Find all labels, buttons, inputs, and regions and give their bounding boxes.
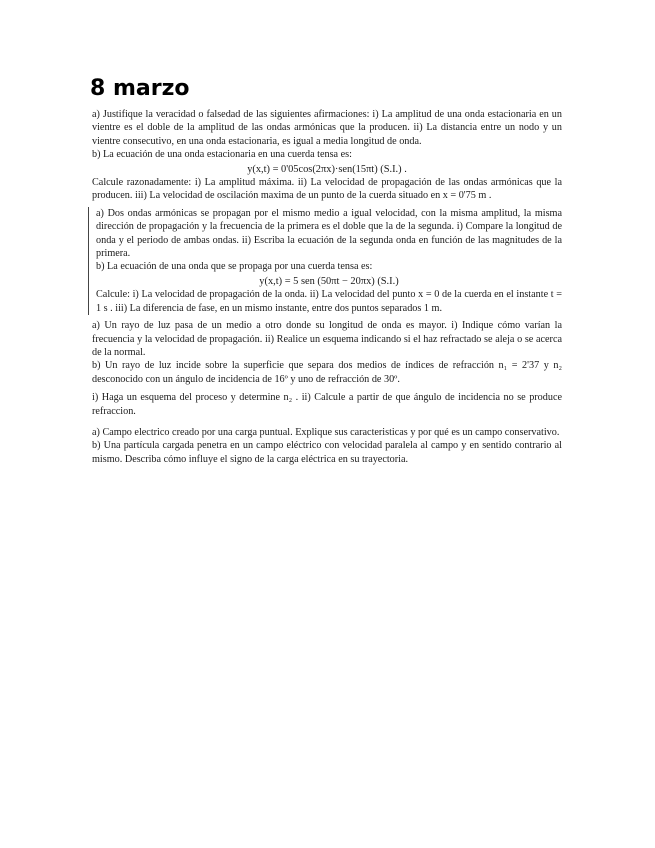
- question-4-part-b: b) Una partícula cargada penetra en un campo eléctrico con velocidad paralela al campo y en sentido contrario al mismo. Describa cómo influye el signo de la carga eléctrica en su trayectoria.: [92, 440, 562, 465]
- document-body: [92, 108, 562, 466]
- question-1-part-b-intro: b) La ecuación de una onda estacionaria en una cuerda tensa es:: [92, 149, 352, 161]
- question-3-part-b: b) Un rayo de luz incide sobre la superficie que separa dos medios de índices de refracción n₁ = 2'37 y n₂ desconocido con un ángulo de incidencia de 16º y uno de refracción de 30º.: [92, 360, 562, 385]
- question-4: [92, 426, 562, 466]
- question-1-equation: y(x,t) = 0'05cos(2πx)·sen(15πt) (S.I.) .: [247, 163, 407, 175]
- question-1-part-a: a) Justifique la veracidad o falsedad de las siguientes afirmaciones: i) La amplitud de una onda estacionaria en un vientre es el doble de la amplitud de las ondas armónicas que la producen. ii) La distancia entre un nodo y un vientre consecutivo, en una onda estacionaria, es igual a media longitud de onda.: [92, 109, 562, 147]
- page-title: 8 marzo: [90, 76, 190, 101]
- question-4-part-a: a) Campo electrico creado por una carga puntual. Explique sus caracteristicas y por qué es un campo conservativo.: [92, 426, 560, 438]
- question-2-equation: y(x,t) = 5 sen (50πt − 20πx) (S.I.): [259, 275, 399, 287]
- question-2-part-a: a) Dos ondas armónicas se propagan por el mismo medio a igual velocidad, con la misma amplitud, la misma dirección de propagación y la frecuencia de la primera es el doble que la de la segunda. i) Compare la longitud de onda y el periodo de ambas ondas. ii) Escriba la ecuación de la segunda onda en función de las magnitudes de la primera.: [96, 207, 562, 260]
- question-1: [92, 108, 562, 203]
- question-2-part-b-intro: b) La ecuación de una onda que se propaga por una cuerda tensa es:: [96, 261, 373, 273]
- question-2: [88, 207, 562, 315]
- question-3-part-a: a) Un rayo de luz pasa de un medio a otro donde su longitud de onda es mayor. i) Indique cómo varían la frecuencia y la velocidad de propagación. ii) Realice un esquema indicando si el haz refractado se aleja o se acerca de la normal.: [92, 320, 562, 358]
- question-3-part-c: i) Haga un esquema del proceso y determine n₂ . ii) Calcule a partir de que ángulo de incidencia no se produce refraccion.: [92, 392, 562, 417]
- question-3: [92, 319, 562, 418]
- question-2-part-b-ask: Calcule: i) La velocidad de propagación de la onda. ii) La velocidad del punto x = 0 de la cuerda en el instante t = 1 s . iii) La diferencia de fase, en un mismo instante, entre dos puntos separados 1 m.: [96, 289, 562, 314]
- question-1-part-b-ask: Calcule razonadamente: i) La amplitud máxima. ii) La velocidad de propagación de las ondas armónicas que la producen. iii) La velocidad de oscilación maxima de un punto de la cuerda situado en x = 0'75 m .: [92, 177, 562, 202]
